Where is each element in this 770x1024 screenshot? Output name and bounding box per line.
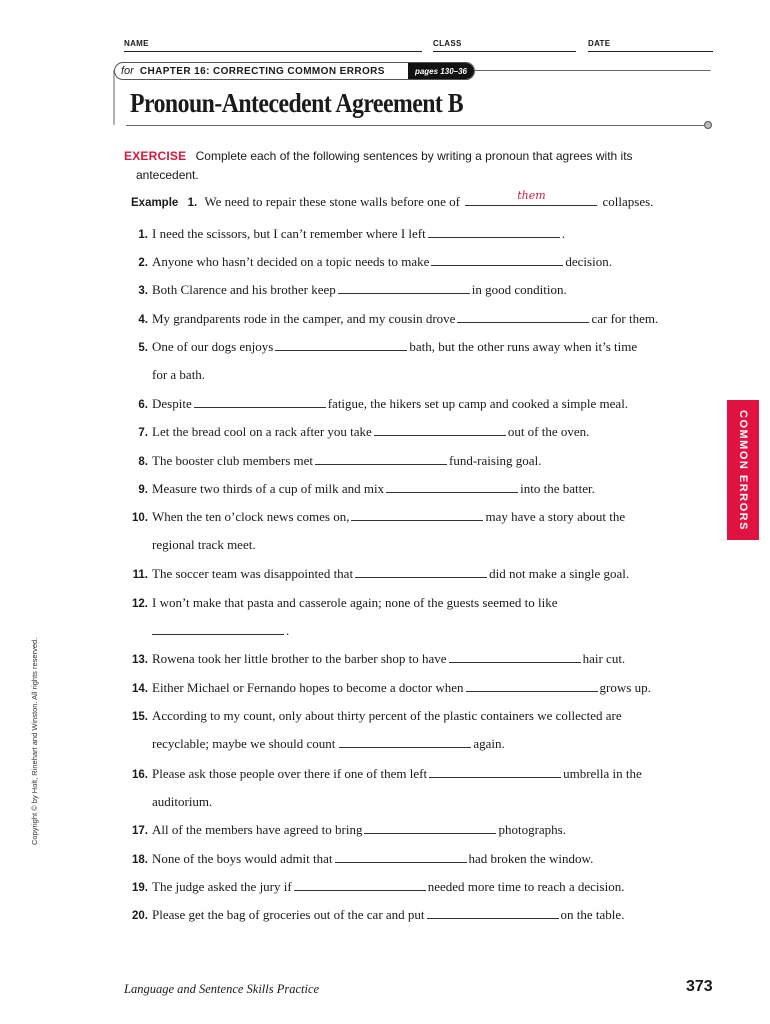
item-continuation <box>152 367 205 383</box>
exercise-item <box>124 282 567 298</box>
item-number: 16. <box>132 769 148 781</box>
item-text-after: . <box>561 226 565 241</box>
exercise-item <box>124 339 637 355</box>
item-number: 10. <box>132 512 148 524</box>
item-number: 6. <box>138 399 148 411</box>
item-number: 20. <box>132 910 148 922</box>
item-number: 9. <box>138 484 148 496</box>
example-item <box>131 189 654 210</box>
item-number: 2. <box>138 257 148 269</box>
answer-blank[interactable] <box>431 255 563 266</box>
exercise-item <box>124 396 628 412</box>
instructions-line-1: Complete each of the following sentences by writing a pronoun that agrees with its <box>195 149 633 163</box>
example-answer: them <box>517 189 546 202</box>
item-continuation <box>152 794 212 810</box>
exercise-item <box>124 851 593 867</box>
example-text-after: collapses. <box>602 194 654 209</box>
exercise-instructions <box>124 147 684 185</box>
answer-blank[interactable] <box>294 880 426 891</box>
item-text-before: Please ask those people over there if one of them left <box>152 766 428 781</box>
item-number: 17. <box>132 825 148 837</box>
exercise-item <box>124 509 625 525</box>
item-text-before: Let the bread cool on a rack after you take <box>152 424 372 439</box>
exercise-item <box>124 879 624 895</box>
item-text-after: may have a story about the <box>485 509 626 524</box>
title-frame-knob <box>705 122 712 129</box>
exercise-item <box>124 651 625 667</box>
exercise-label: EXERCISE <box>124 149 187 163</box>
item-continuation-after: again. <box>473 736 505 751</box>
item-text-before: All of the members have agreed to bring <box>152 822 363 837</box>
item-text-before: Both Clarence and his brother keep <box>152 282 336 297</box>
item-text-after: in good condition. <box>471 282 567 297</box>
exercise-item <box>124 680 651 696</box>
item-number: 8. <box>138 456 148 468</box>
exercise-item <box>124 226 565 242</box>
item-continuation-text: regional track meet. <box>152 537 256 552</box>
answer-blank[interactable] <box>429 767 561 778</box>
item-number: 14. <box>132 683 148 695</box>
item-number: 7. <box>138 427 148 439</box>
example-text-before: We need to repair these stone walls before one of <box>204 194 461 209</box>
answer-blank[interactable] <box>449 652 581 663</box>
item-number: 19. <box>132 882 148 894</box>
item-text-after: into the batter. <box>520 481 595 496</box>
item-text-before: Anyone who hasn’t decided on a topic needs to make <box>152 254 430 269</box>
answer-blank[interactable] <box>339 737 471 748</box>
example-blank <box>465 189 597 206</box>
answer-blank[interactable] <box>466 681 598 692</box>
side-tab-label: COMMON ERRORS <box>737 409 749 531</box>
item-text-before: One of our dogs enjoys <box>152 339 274 354</box>
answer-blank[interactable] <box>364 823 496 834</box>
answer-blank[interactable] <box>152 624 284 635</box>
item-continuation-text: for a bath. <box>152 367 206 382</box>
answer-blank[interactable] <box>194 397 326 408</box>
answer-blank[interactable] <box>351 510 483 521</box>
example-label: Example <box>131 197 179 209</box>
item-text-before: I won’t make that pasta and casserole again; none of the guests seemed to like <box>152 595 558 610</box>
class-label: CLASS <box>433 39 462 48</box>
item-text-before: Rowena took her little brother to the barber shop to have <box>152 651 447 666</box>
item-number: 3. <box>138 285 148 297</box>
exercise-item <box>124 708 622 724</box>
exercise-item <box>124 481 595 497</box>
exercise-item <box>124 424 589 440</box>
item-text-after: fatigue, the hikers set up camp and cooked a simple meal. <box>327 396 629 411</box>
answer-blank[interactable] <box>374 425 506 436</box>
answer-blank[interactable] <box>335 852 467 863</box>
answer-blank[interactable] <box>315 454 447 465</box>
item-text-after: bath, but the other runs away when it’s time <box>409 339 638 354</box>
item-text-before: According to my count, only about thirty percent of the plastic containers we collected are <box>152 708 622 723</box>
item-number: 15. <box>132 711 148 723</box>
item-text-before: The judge asked the jury if <box>152 879 292 894</box>
item-text-before: Either Michael or Fernando hopes to become a doctor when <box>152 680 464 695</box>
item-text-before: Measure two thirds of a cup of milk and mix <box>152 481 385 496</box>
instructions-line-2: antecedent. <box>136 168 199 182</box>
section-side-tab <box>727 400 759 540</box>
item-number: 12. <box>132 598 148 610</box>
answer-blank[interactable] <box>457 312 589 323</box>
item-text-after: umbrella in the <box>563 766 642 781</box>
item-number: 13. <box>132 654 148 666</box>
item-continuation <box>152 736 505 752</box>
exercise-item <box>124 595 558 611</box>
class-line[interactable] <box>433 51 576 52</box>
name-line[interactable] <box>124 51 422 52</box>
exercise-item <box>124 311 658 327</box>
footer-page-number: 373 <box>686 978 713 995</box>
answer-blank[interactable] <box>386 482 518 493</box>
item-text-after: photographs. <box>498 822 566 837</box>
item-number: 5. <box>138 342 148 354</box>
item-continuation <box>152 537 256 553</box>
exercise-item <box>124 566 629 582</box>
item-text-after: had broken the window. <box>468 851 594 866</box>
answer-blank[interactable] <box>428 227 560 238</box>
item-text-before: When the ten o’clock news comes on, <box>152 509 350 524</box>
item-text-after: on the table. <box>560 907 625 922</box>
date-line[interactable] <box>588 51 713 52</box>
item-text-after: grows up. <box>599 680 651 695</box>
item-continuation <box>152 623 289 639</box>
item-continuation-after: . <box>286 623 290 638</box>
item-text-after: hair cut. <box>582 651 626 666</box>
item-number: 11. <box>132 569 148 581</box>
item-text-before: Please get the bag of groceries out of the car and put <box>152 907 425 922</box>
item-text-after: car for them. <box>591 311 659 326</box>
name-label: NAME <box>124 39 149 48</box>
example-number: 1. <box>187 197 198 209</box>
answer-blank[interactable] <box>355 567 487 578</box>
item-text-before: The soccer team was disappointed that <box>152 566 354 581</box>
exercise-item <box>124 822 566 838</box>
item-text-after: needed more time to reach a decision. <box>427 879 625 894</box>
answer-blank[interactable] <box>275 340 407 351</box>
chapter-title: CHAPTER 16: CORRECTING COMMON ERRORS <box>139 65 385 77</box>
footer-book-title: Language and Sentence Skills Practice <box>124 982 320 996</box>
exercise-item <box>124 907 624 923</box>
item-text-after: decision. <box>565 254 612 269</box>
item-continuation-text: auditorium. <box>152 794 213 809</box>
item-text-before: None of the boys would admit that <box>152 851 333 866</box>
item-number: 18. <box>132 854 148 866</box>
item-number: 4. <box>138 314 148 326</box>
exercise-item <box>124 254 612 270</box>
exercise-item <box>124 453 541 469</box>
chapter-for-text: for <box>121 65 134 77</box>
item-text-before: Despite <box>152 396 192 411</box>
answer-blank[interactable] <box>427 908 559 919</box>
exercise-item <box>124 766 642 782</box>
item-continuation-text: recyclable; maybe we should count <box>152 736 336 751</box>
item-text-before: I need the scissors, but I can’t remember where I left <box>152 226 426 241</box>
item-text-after: fund-raising goal. <box>449 453 542 468</box>
copyright-notice: Copyright © by Holt, Rinehart and Winston. All rights reserved. <box>30 637 39 845</box>
date-label: DATE <box>588 39 611 48</box>
item-number: 1. <box>138 229 148 241</box>
item-text-after: did not make a single goal. <box>489 566 630 581</box>
item-text-after: out of the oven. <box>507 424 590 439</box>
chapter-pages: pages 130–36 <box>408 63 474 79</box>
item-text-before: My grandparents rode in the camper, and my cousin drove <box>152 311 456 326</box>
item-text-before: The booster club members met <box>152 453 314 468</box>
answer-blank[interactable] <box>338 283 470 294</box>
page-title: Pronoun-Antecedent Agreement B <box>130 88 464 118</box>
